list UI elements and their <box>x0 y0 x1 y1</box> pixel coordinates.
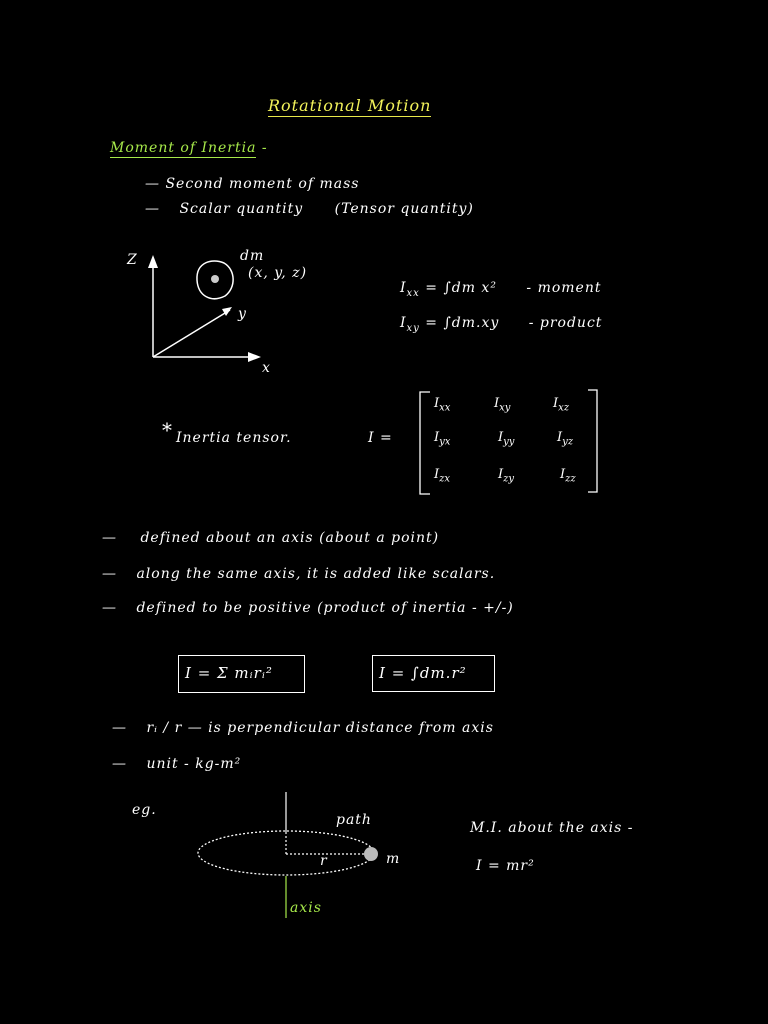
z-axis-label: Z <box>127 252 138 268</box>
matrix-cell-yz: $I_{yz}$ <box>557 430 574 448</box>
mass-coords: (x, y, z) <box>248 265 308 281</box>
tensor-lhs: I = <box>368 430 393 446</box>
matrix-cell-yx: $I_{yx}$ <box>434 430 451 448</box>
y-axis-label: y <box>238 306 247 322</box>
eq-rhs: = ∫dm.xy <box>425 315 500 331</box>
bullet-text: Scalar quantity <box>179 201 304 217</box>
bullet-dash: — <box>145 201 160 217</box>
eq-lhs: I <box>400 280 407 296</box>
mass-label: dm <box>240 248 265 264</box>
bullet-text: rᵢ / r — is perpendicular distance from axis <box>146 720 494 736</box>
matrix-cell-yy: $I_{yy}$ <box>498 430 515 448</box>
mi-note: M.I. about the axis - <box>470 820 634 836</box>
matrix-cell-xz: $I_{xz}$ <box>553 396 570 414</box>
section-heading: Moment of Inertia <box>110 140 257 156</box>
eq-sub: xy <box>406 322 420 334</box>
matrix-cell-xx: $I_{xx}$ <box>434 396 451 414</box>
path-label: path <box>336 812 372 828</box>
axis-label: axis <box>290 900 322 916</box>
bullet-text: defined about an axis (about a point) <box>140 530 440 546</box>
mass-ball <box>364 847 378 861</box>
bullet-dash: — <box>145 176 160 192</box>
eq-lhs: I <box>400 315 407 331</box>
matrix-cell-zx: $I_{zx}$ <box>434 467 451 485</box>
bullet-dash: — <box>112 720 127 736</box>
formula-continuous: I = ∫dm.r² <box>379 664 467 682</box>
bullet-text: along the same axis, it is added like scalars. <box>136 566 496 582</box>
section-dash: - <box>261 140 268 156</box>
bullet-text: defined to be positive (product of inertia - +/-) <box>136 600 514 616</box>
mi-result: I = mr² <box>476 858 535 874</box>
eq-note: - product <box>528 315 603 331</box>
page-title: Rotational Motion <box>268 96 432 115</box>
bullet-dash: — <box>112 756 127 772</box>
bullet-text: unit - kg-m² <box>146 756 242 772</box>
radius-label: r <box>320 853 328 869</box>
matrix-cell-xy: $I_{xy}$ <box>494 396 511 414</box>
x-axis-label: x <box>262 360 271 376</box>
formula-discrete: I = Σ mᵢrᵢ² <box>185 664 273 682</box>
eq-sub: xx <box>406 287 420 299</box>
bullet-text: Second moment of mass <box>165 176 360 192</box>
eq-rhs: = ∫dm x² <box>425 280 497 296</box>
example-label: eg. <box>132 802 157 818</box>
star-mark: * <box>162 418 173 442</box>
bullet-dash: — <box>102 600 117 616</box>
matrix-cell-zz: $I_{zz}$ <box>560 467 576 485</box>
bullet-tensor-note: (Tensor quantity) <box>334 201 474 217</box>
mass-label-m: m <box>386 851 401 867</box>
matrix-cell-zy: $I_{zy}$ <box>498 467 515 485</box>
bullet-dash: — <box>102 530 117 546</box>
tensor-label: Inertia tensor. <box>176 430 292 446</box>
bullet-dash: — <box>102 566 117 582</box>
eq-note: - moment <box>526 280 602 296</box>
